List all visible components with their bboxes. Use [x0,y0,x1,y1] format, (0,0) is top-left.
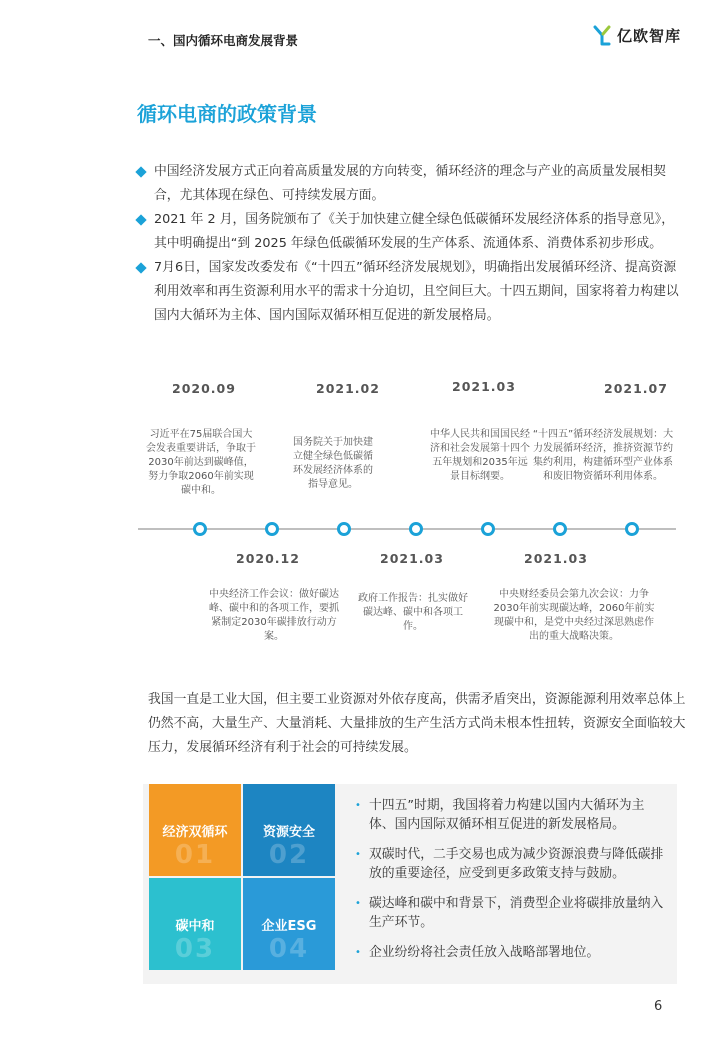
logo-text: 亿欧智库 [617,26,682,45]
tile-carbon-neutral: 碳中和 03 [149,878,241,970]
timeline-dot [481,522,495,536]
tile-enterprise-esg: 企业ESG 04 [243,878,335,970]
dot-bullet-icon: • [355,800,361,811]
timeline-dot [409,522,423,536]
bullet-item: 2021 年 2 月，国务院颁布了《关于加快建立健全绿色低碳循环发展经济体系的指导意见》，其中明确提出“到 2025 年绿色低碳循环发展的生产体系、流通体系、消费体系初步形成。 [137,208,682,256]
timeline-dot [337,522,351,536]
page-title: 循环电商的政策背景 [137,102,317,126]
timeline-axis [138,528,676,530]
section-header: 一、国内循环电商发展背景 [148,33,299,48]
dot-bullet-icon: • [355,947,361,958]
timeline-date: 2021.02 [316,381,380,396]
timeline-event: 中华人民共和国国民经济和社会发展第十四个五年规划和2035年远景目标纲要。 [430,429,530,482]
timeline-date: 2021.03 [452,379,516,394]
page-number: 6 [654,999,663,1014]
timeline-date: 2020.12 [236,551,300,566]
dot-bullet-icon: • [355,849,361,860]
tile-resource-security: 资源安全 02 [243,784,335,876]
timeline-event: 习近平在75届联合国大会发表重要讲话，争取于2030年前达到碳峰值，努力争取2060年前实现碳中和。 [146,429,256,496]
tile-economic-dual-circulation: 经济双循环 01 [149,784,241,876]
list-item: • 十四五”时期，我国将着力构建以国内大循环为主体、国内国际双循环相互促进的新发展格局。 [355,798,645,832]
driver-list [355,796,665,973]
bullet-item: 中国经济发展方式正向着高质量发展的方向转变，循环经济的理念与产业的高质量发展相契合，尤其体现在绿色、可持续发展方面。 [137,160,682,208]
timeline-date: 2021.07 [604,381,668,396]
timeline-event: 中央财经委员会第九次会议：力争2030年前实现碳达峰，2060年前实现碳中和，是党中央经过深思熟虑作出的重大战略决策。 [493,589,655,642]
timeline-dot [193,522,207,536]
timeline-date: 2020.09 [172,381,236,396]
timeline-event: “十四五”循环经济发展规划：大力发展循环经济，推挤资源节约集约利用，构建循环型产业体系和废旧物资循环利用体系。 [532,429,674,482]
dot-bullet-icon: • [355,898,361,909]
list-item: • 碳达峰和碳中和背景下，消费型企业将碳排放量纳入生产环节。 [355,896,664,930]
list-item: • 企业纷纷将社会责任放入战略部署地位。 [355,945,600,960]
timeline-date: 2021.03 [380,551,444,566]
timeline-event: 政府工作报告：扎实做好碳达峰、碳中和各项工作。 [358,593,468,632]
list-item: • 双碳时代，二手交易也成为减少资源浪费与降低碳排放的重要途径，应受到更多政策支持与鼓励。 [355,847,664,881]
timeline-event: 国务院关于加快建立健全绿色低碳循环发展经济体系的指导意见。 [293,437,373,490]
timeline-date: 2021.03 [524,551,588,566]
timeline-dot [265,522,279,536]
timeline-dot [553,522,567,536]
timeline-event: 中央经济工作会议：做好碳达峰、碳中和的各项工作，要抓紧制定2030年碳排放行动方案。 [209,589,339,642]
timeline-dot [625,522,639,536]
summary-paragraph: 我国一直是工业大国，但主要工业资源对外依存度高，供需矛盾突出，资源能源利用效率总体上仍然不高，大量生产、大量消耗、大量排放的生产生活方式尚未根本性扭转，资源安全面临较大压力，发展循环经济有利于社会的可持续发展。 [148,692,686,755]
bullet-item: 7月6日，国家发改委发布《“十四五”循环经济发展规划》，明确指出发展循环经济、提高资源利用效率和再生资源利用水平的需求十分迫切，且空间巨大。十四五期间，国家将着力构建以国内大循环为主体、国内国际双循环相互促进的新发展格局。 [137,256,682,328]
